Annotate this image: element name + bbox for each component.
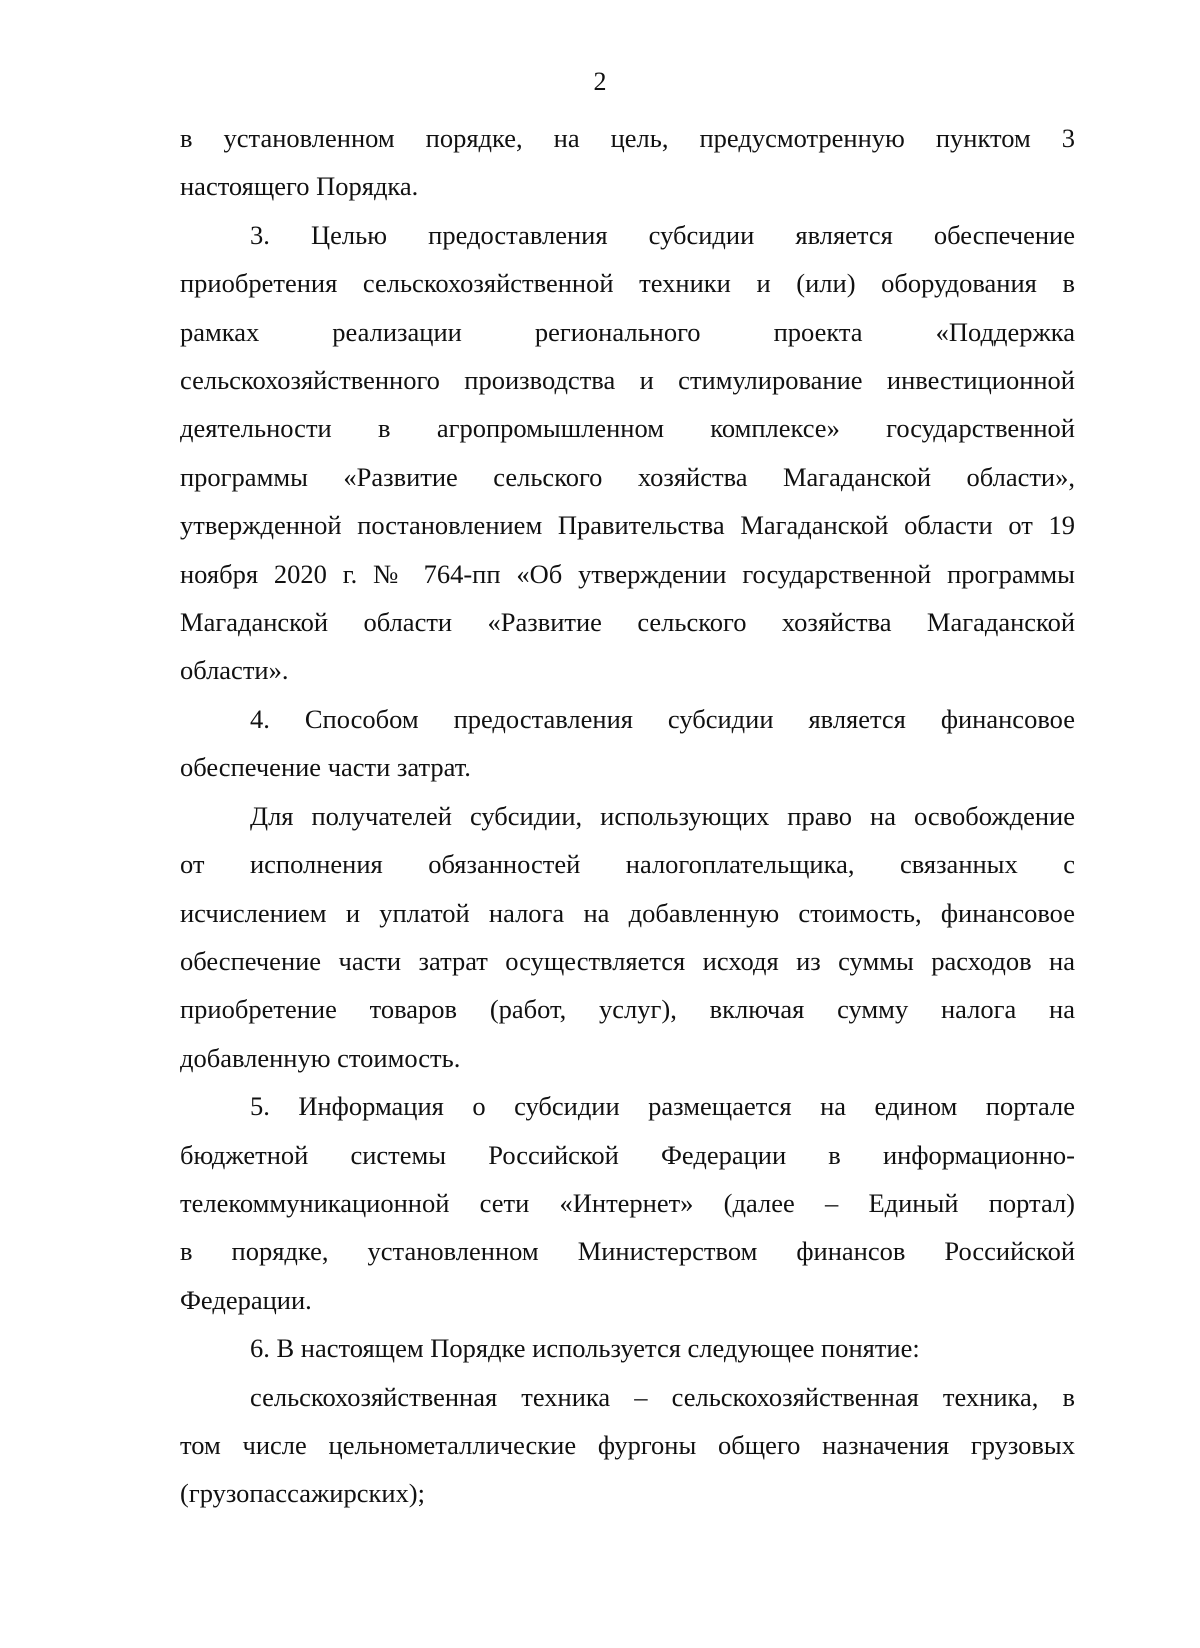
text-line: телекоммуникационной сети «Интернет» (далее – Единый портал) [180,1187,1075,1218]
text-line: 5. Информация о субсидии размещается на едином портале [250,1091,1075,1122]
text-line: сельскохозяйственного производства и стимулирование инвестиционной [180,365,1075,396]
text-line: 3. Целью предоставления субсидии является обеспечение [250,219,1075,250]
paragraph [180,695,1075,792]
text-line: в установленном порядке, на цель, предусмотренную пунктом 3 [180,123,1075,153]
text-line: приобретение товаров (работ, услуг), включая сумму налога на [180,994,1075,1025]
text-line: 6. В настоящем Порядке используется следующее понятие: [250,1333,920,1364]
text-line: исчислением и уплатой налога на добавленную стоимость, финансовое [180,897,1075,928]
text-line: от исполнения обязанностей налогоплательщика, связанных с [180,849,1075,880]
paragraph [180,792,1075,1082]
text-line: (грузопассажирских); [180,1478,425,1509]
text-line: программы «Развитие сельского хозяйства Магаданской области», [180,461,1075,492]
text-line: деятельности в агропромышленном комплексе» государственной [180,413,1075,444]
paragraph [180,1324,1075,1372]
text-line: добавленную стоимость. [180,1042,461,1073]
text-line: 4. Способом предоставления субсидии является финансовое [250,703,1075,734]
text-line: в порядке, установленном Министерством финансов Российской [180,1236,1075,1267]
paragraph [180,114,1075,211]
text-line: бюджетной системы Российской Федерации в информационно- [180,1139,1075,1170]
text-line: рамках реализации регионального проекта «Поддержка [180,316,1075,347]
text-line: ноября 2020 г. № 764-пп «Об утверждении государственной программы [180,558,1075,589]
text-line: настоящего Порядка. [180,171,419,202]
text-line: обеспечение части затрат. [180,752,471,783]
text-line: приобретения сельскохозяйственной техники и (или) оборудования в [180,268,1075,299]
text-line: Федерации. [180,1284,312,1315]
text-line: Для получателей субсидии, использующих право на освобождение [250,800,1075,831]
text-line: сельскохозяйственная техника – сельскохозяйственная техника, в [250,1381,1075,1412]
paragraph [180,211,1075,695]
paragraph [180,1082,1075,1324]
page-number: 2 [593,67,607,96]
text-line: утвержденной постановлением Правительства Магаданской области от 19 [180,510,1075,541]
paragraph [180,1373,1075,1518]
text-line: Магаданской области «Развитие сельского хозяйства Магаданской [180,607,1075,638]
document-body [180,114,1075,1518]
text-line: обеспечение части затрат осуществляется исходя из суммы расходов на [180,945,1075,976]
text-line: том числе цельнометаллические фургоны общего назначения грузовых [180,1429,1075,1460]
text-line: области». [180,655,289,686]
